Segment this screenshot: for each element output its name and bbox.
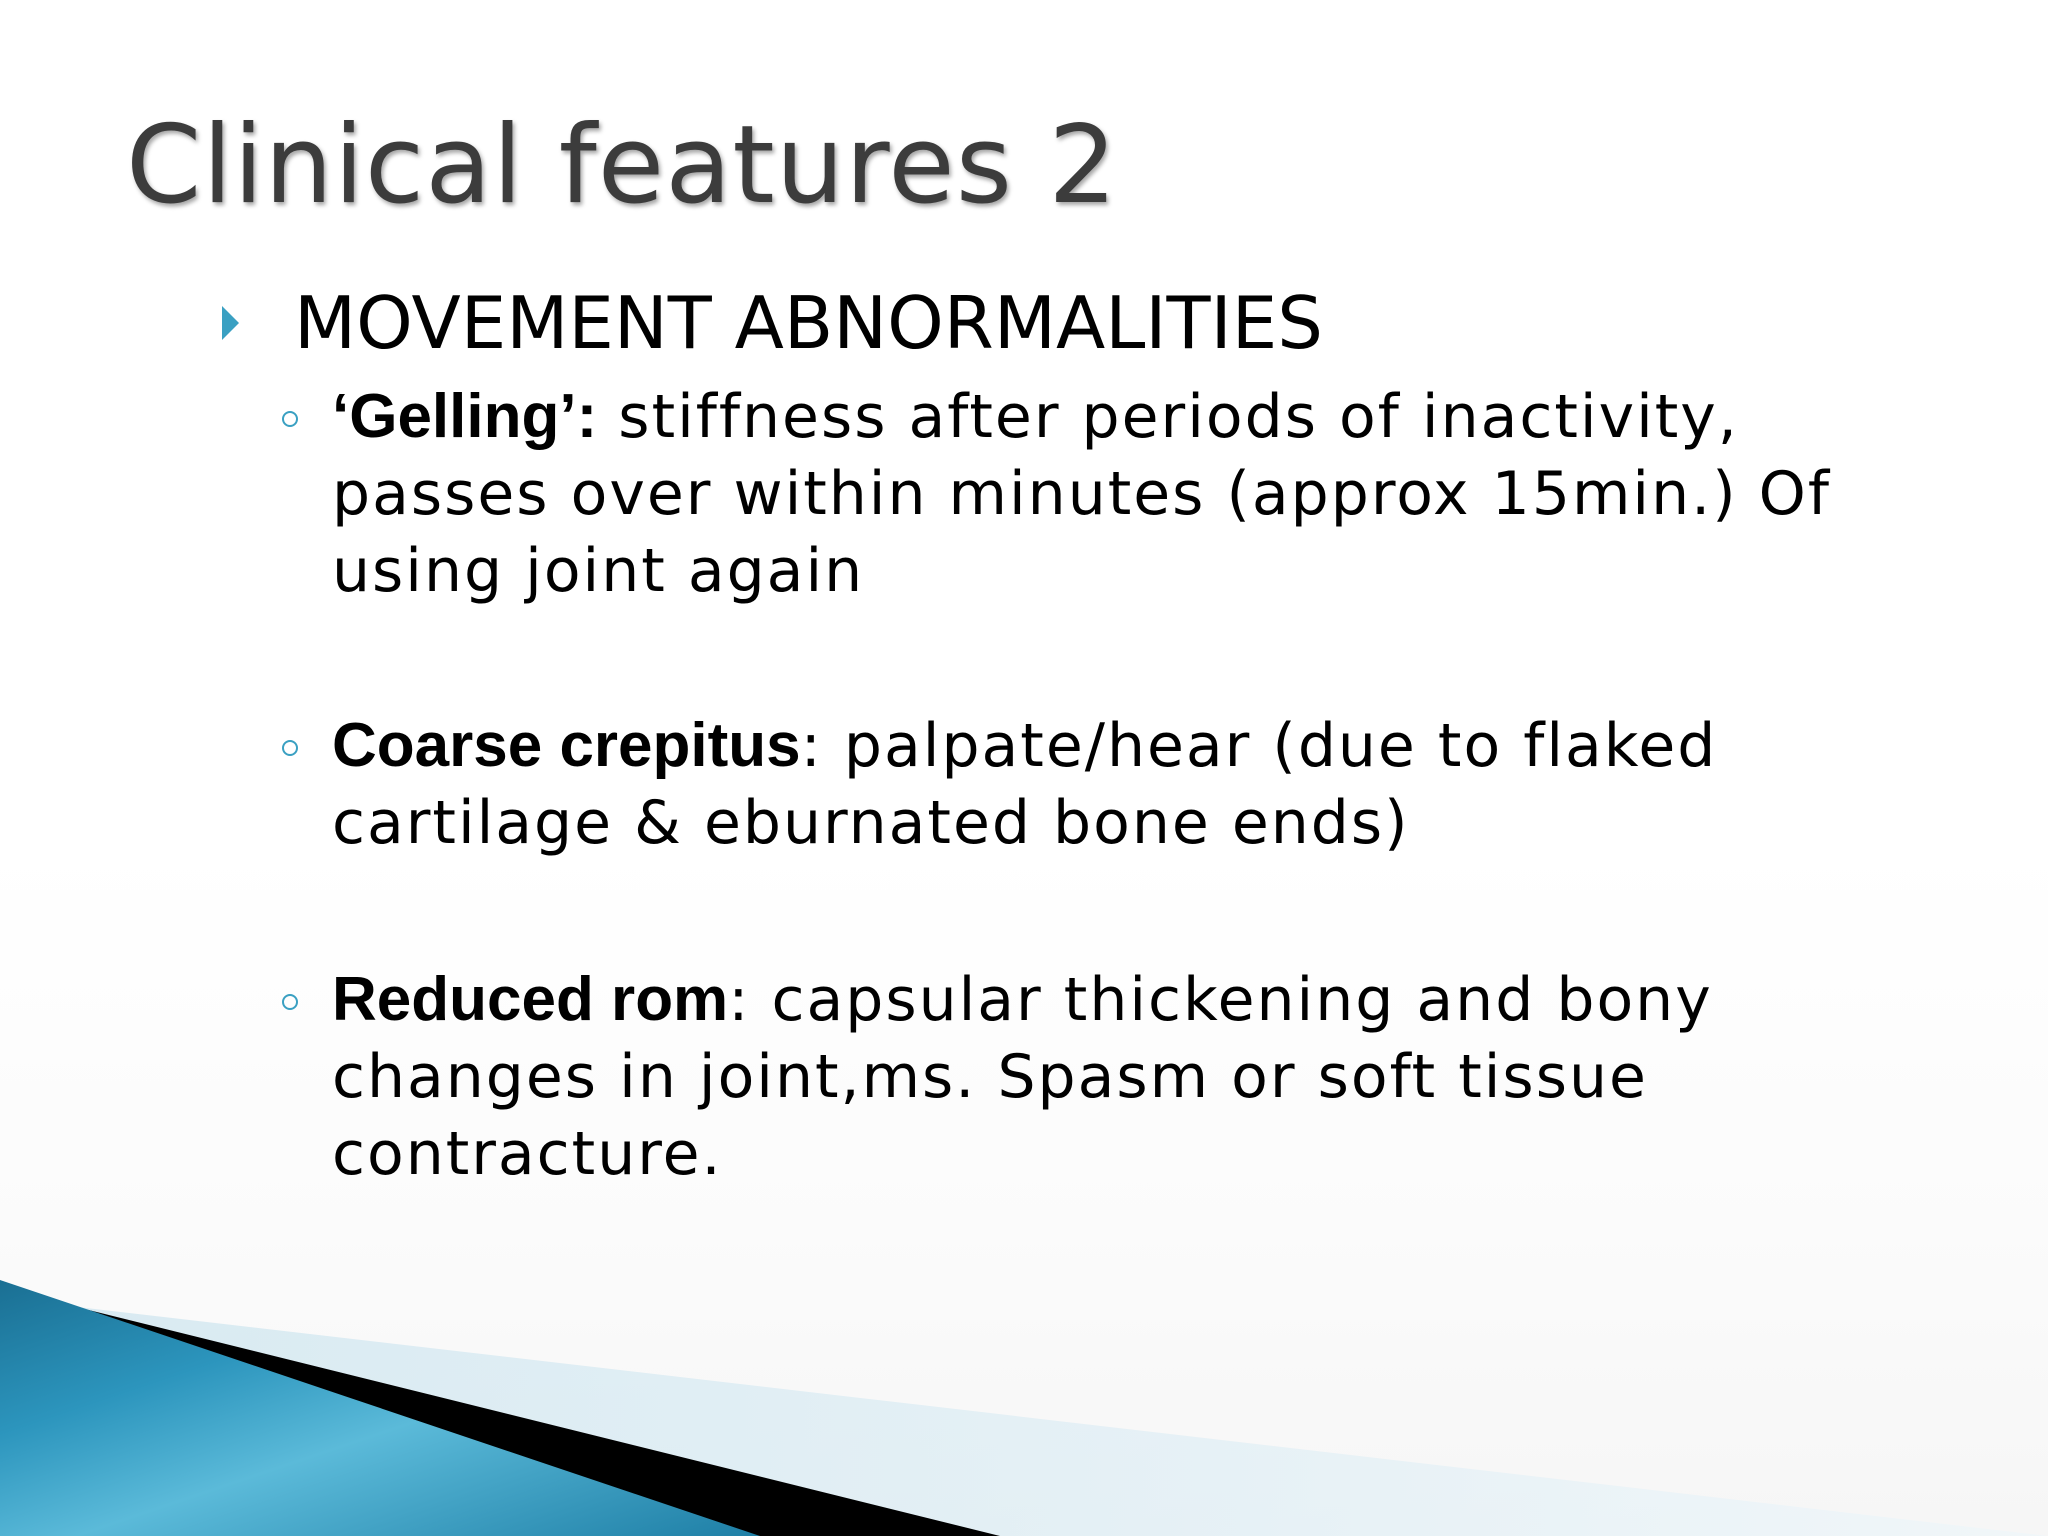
decorative-chevron-graphic: [0, 1280, 2048, 1536]
circle-bullet-icon: [282, 411, 298, 427]
sub-bullet-term: ‘Gelling’:: [332, 382, 598, 451]
sub-bullet-description: stiffness after periods of inactivity, passes over within minutes (approx 15min.) Of using joint again: [332, 382, 1832, 606]
sub-bullet-description: : capsular thickening and bony changes in joint,ms. Spasm or soft tissue contracture.: [332, 965, 1713, 1189]
slide-title: Clinical features 2: [126, 103, 1119, 228]
sub-bullet-reduced-rom: [282, 961, 1902, 1193]
bullet-movement-abnormalities: [222, 283, 1323, 363]
sub-bullet-gelling: [282, 378, 1902, 610]
sub-bullet-term: Coarse crepitus: [332, 711, 801, 780]
sub-bullet-term: Reduced rom: [332, 965, 729, 1034]
triangle-arrow-icon: [222, 306, 239, 340]
sub-bullet-coarse-crepitus: [282, 707, 1902, 862]
bullet-heading: MOVEMENT ABNORMALITIES: [294, 281, 1323, 365]
sub-bullet-description: : palpate/hear (due to flaked cartilage & eburnated bone ends): [332, 711, 1718, 858]
sub-bullet-text: [332, 378, 1902, 610]
sub-bullet-text: [332, 707, 1902, 862]
sub-bullet-text: [332, 961, 1902, 1193]
circle-bullet-icon: [282, 994, 298, 1010]
circle-bullet-icon: [282, 740, 298, 756]
